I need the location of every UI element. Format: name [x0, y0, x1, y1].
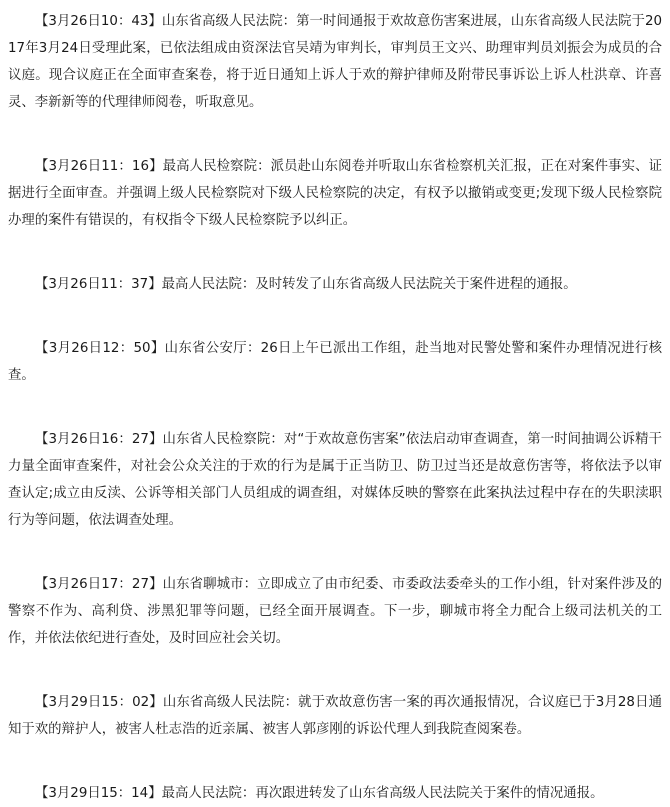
- entry-source: 最高人民法院：: [161, 277, 256, 292]
- entry-source: 最高人民法院：: [161, 786, 256, 801]
- entry-text: 再次跟进转发了山东省高级人民法院关于案件的情况通报。: [255, 786, 604, 801]
- entry-timestamp: 【3月26日16：27】: [35, 432, 163, 447]
- entry-timestamp: 【3月29日15：02】: [35, 695, 163, 710]
- entry-source: 山东省高级人民法院：: [161, 14, 297, 29]
- entry-text: 对“于欢故意伤害案”依法启动审查调查，第一时间抽调公诉精干力量全面审查案件，对社会公众关注的于欢的行为是属于正当防卫、防卫过当还是故意伤害等，将依法予以审查认定;成立由反渎、公诉等相关部门人员组成的调查组，对媒体反映的警察在此案执法过程中存在的失职渎职行为等问题，依法调查处理。: [8, 432, 662, 528]
- entry-timestamp: 【3月26日10：43】: [35, 14, 162, 29]
- entry-timestamp: 【3月26日12：50】: [35, 341, 165, 356]
- timeline-entry: [8, 8, 662, 116]
- entry-text: 及时转发了山东省高级人民法院关于案件进程的通报。: [255, 277, 577, 292]
- entry-text: 就于欢故意伤害一案的再次通报情况，合议庭已于3月28日通知于欢的辩护人，被害人杜志浩的近亲属、被害人郭彦刚的诉讼代理人到我院查阅案卷。: [8, 695, 662, 737]
- entry-timestamp: 【3月26日11：37】: [35, 277, 162, 292]
- entry-source: 山东省公安厅：: [164, 341, 261, 356]
- timeline-entry: [8, 335, 662, 389]
- entry-timestamp: 【3月26日11：16】: [35, 159, 163, 174]
- entry-source: 山东省聊城市：: [162, 577, 258, 592]
- entry-source: 最高人民检察院：: [162, 159, 271, 174]
- entry-text: 派员赴山东阅卷并听取山东省检察机关汇报，正在对案件事实、证据进行全面审查。并强调上级人民检察院对下级人民检察院的决定，有权予以撤销或变更;发现下级人民检察院办理的案件有错误的，有权指令下级人民检察院予以纠正。: [8, 159, 663, 228]
- entry-text: 26日上午已派出工作组，赴当地对民警处警和案件办理情况进行核查。: [8, 341, 662, 383]
- entry-timestamp: 【3月29日15：14】: [35, 786, 162, 801]
- timeline-entry: [8, 271, 662, 298]
- entry-text: 第一时间通报于欢故意伤害案进展，山东省高级人民法院于2017年3月24日受理此案，已依法组成由资深法官吴靖为审判长，审判员王文兴、助理审判员刘振会为成员的合议庭。现合议庭正在全面审查案卷，将于近日通知上诉人于欢的辩护律师及附带民事诉讼上诉人杜洪章、许喜灵、李新新等的代理律师阅卷，听取意见。: [8, 14, 663, 110]
- timeline-entry: [8, 780, 662, 807]
- entry-text: 立即成立了由市纪委、市委政法委牵头的工作小组，针对案件涉及的警察不作为、高利贷、涉黑犯罪等问题，已经全面开展调查。下一步，聊城市将全力配合上级司法机关的工作，并依法依纪进行查处，及时回应社会关切。: [8, 577, 663, 646]
- entry-timestamp: 【3月26日17：27】: [35, 577, 163, 592]
- timeline-entry: [8, 571, 662, 652]
- entry-source: 山东省高级人民法院：: [162, 695, 299, 710]
- entry-source: 山东省人民检察院：: [162, 432, 284, 447]
- timeline-entry: [8, 689, 662, 743]
- timeline-entry: [8, 426, 662, 534]
- timeline-entry: [8, 153, 662, 234]
